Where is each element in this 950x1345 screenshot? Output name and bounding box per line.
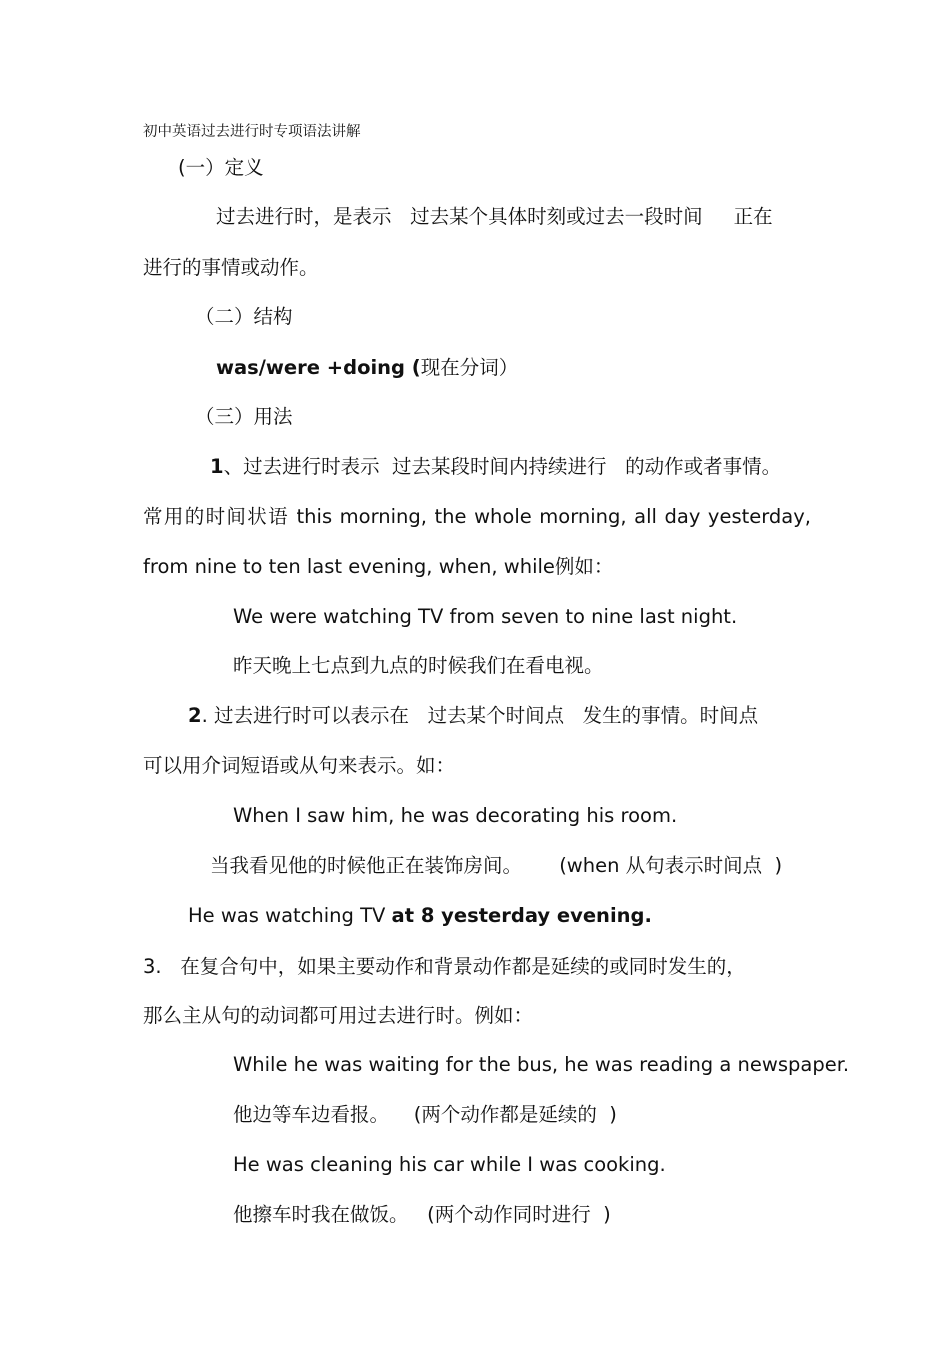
usage-line: from nine to ten last evening, when, while例如： [143,555,614,578]
section-heading-usage: （三）用法 [195,405,293,428]
example-english [188,904,652,928]
structure-formula [216,356,518,380]
example-english: He was cleaning his car while I was cooking. [233,1153,666,1176]
usage-point-3: 3. 在复合句中，如果主要动作和背景动作都是延续的或同时发生的， [143,955,746,978]
point-text: 、过去进行时表示 过去某段时间内持续进行 的动作或者事情。 [223,455,782,478]
point-number: 2 [188,704,202,727]
usage-line: 可以用介词短语或从句来表示。如： [143,754,456,777]
point-text: . 过去进行时可以表示在 过去某个时间点 发生的事情。时间点 [201,704,759,727]
usage-point-2 [188,704,758,728]
document-title: 初中英语过去进行时专项语法讲解 [143,124,361,140]
example-bold: at 8 yesterday evening. [391,904,652,927]
example-chinese: 昨天晚上七点到九点的时候我们在看电视。 [233,654,604,677]
formula-note: 现在分词） [420,356,519,379]
formula-bold: was/were +doing ( [216,356,421,379]
section-heading-structure: （二）结构 [195,305,293,328]
example-chinese: 当我看见他的时候他正在装饰房间。 (when 从句表示时间点 ) [210,854,783,877]
example-english: While he was waiting for the bus, he was reading a newspaper. [233,1053,850,1076]
example-plain: He was watching TV [188,904,392,927]
usage-point-1 [210,455,781,479]
example-english: When I saw him, he was decorating his room. [233,804,678,827]
definition-line: 进行的事情或动作。 [143,256,319,279]
usage-line: 那么主从句的动词都可用过去进行时。例如： [143,1004,534,1027]
definition-line: 过去进行时，是表示 过去某个具体时刻或过去一段时间 正在 [216,205,773,228]
usage-line: 常用的时间状语 this morning, the whole morning, all day yesterday, [143,505,811,528]
example-chinese: 他擦车时我在做饭。 (两个动作同时进行 ) [233,1203,611,1226]
section-heading-definition: (一）定义 [178,156,264,179]
example-english: We were watching TV from seven to nine last night. [233,605,738,628]
example-chinese: 他边等车边看报。 (两个动作都是延续的 ) [233,1103,617,1126]
point-number: 1 [210,455,224,478]
